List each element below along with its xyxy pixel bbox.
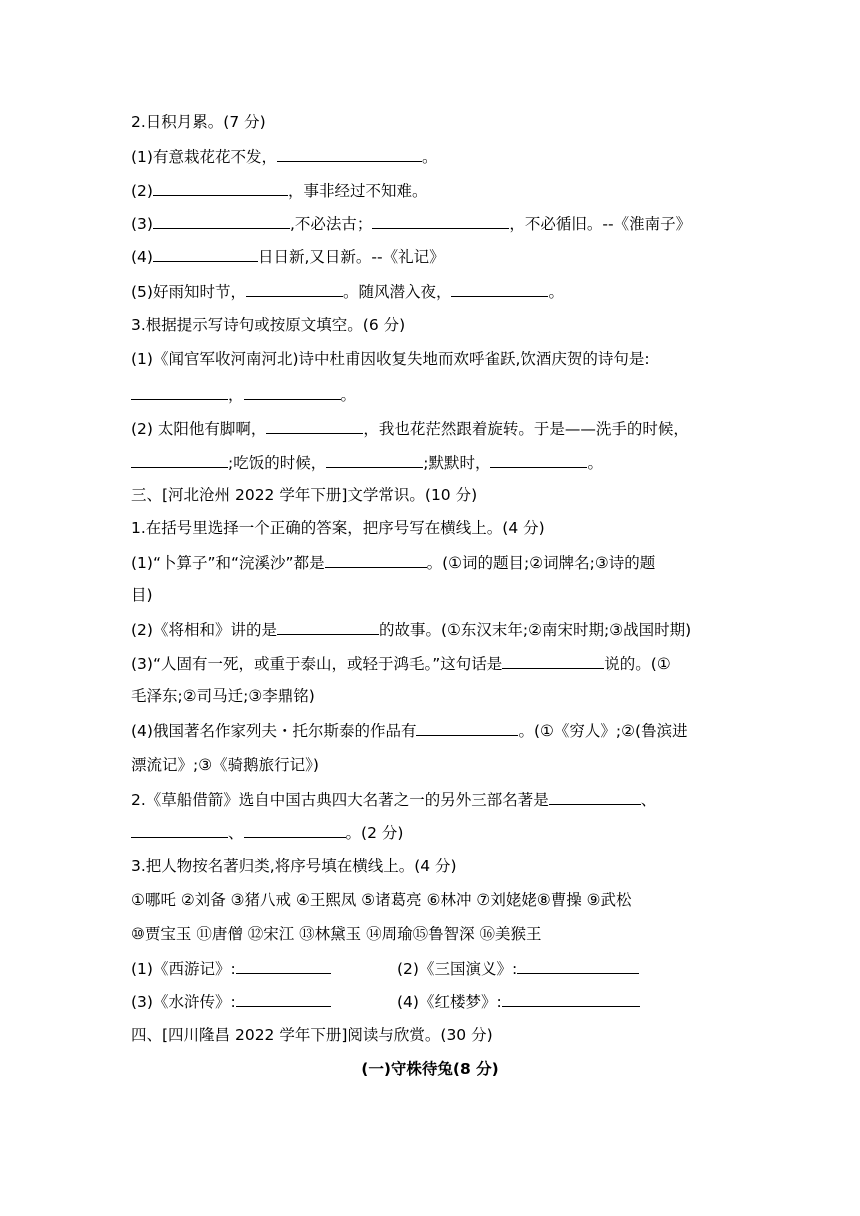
answer-blank[interactable]: [451, 281, 548, 297]
answer-blank[interactable]: [244, 822, 346, 838]
answer-blank[interactable]: [502, 991, 640, 1007]
item-2-2: (2) ，事非经过不知难。: [131, 182, 428, 200]
answer-blank[interactable]: [244, 384, 341, 400]
answer-blank[interactable]: [372, 213, 509, 229]
answer-blank[interactable]: [153, 246, 258, 262]
answer-blank[interactable]: [131, 384, 228, 400]
answer-blank[interactable]: [246, 281, 343, 297]
answer-blank[interactable]: [153, 180, 288, 196]
q2-line1: 2.《草船借箭》选自中国古典四大名著之一的另外三部名著是 、: [131, 791, 657, 809]
answer-blank[interactable]: [236, 991, 331, 1007]
item-2-1: (1)有意栽花花不发， 。: [131, 148, 438, 166]
item-2-4: (4) 日日新,又日新。--《礼记》: [131, 248, 445, 266]
section2-title: 2.日积月累。(7 分): [131, 113, 266, 131]
q3-sanguo: (2)《三国演义》:: [397, 958, 639, 979]
part4-title: 四、[四川隆昌 2022 学年下册]阅读与欣赏。(30 分): [131, 1026, 493, 1044]
q1-4-line2: 漂流记》;③《骑鹅旅行记》): [131, 756, 319, 774]
q3-xiyouji: (1)《西游记》:: [131, 958, 331, 979]
answer-blank[interactable]: [131, 452, 228, 468]
subsection-title: (一)守株待兔(8 分): [361, 1060, 499, 1078]
q3-honglou: (4)《红楼梦》:: [397, 991, 640, 1012]
answer-blank[interactable]: [277, 619, 379, 635]
q1-1-line2: 目): [131, 586, 153, 604]
q3-character-list-1: ①哪吒 ②刘备 ③猪八戒 ④王熙凤 ⑤诸葛亮 ⑥林冲 ⑦刘姥姥⑧曹操 ⑨武松: [131, 891, 632, 909]
q1-2: (2)《将相和》讲的是 的故事。(①东汉末年;②南宋时期;③战国时期): [131, 621, 692, 639]
answer-blank[interactable]: [236, 958, 331, 974]
answer-blank[interactable]: [416, 720, 518, 736]
answer-blank[interactable]: [153, 213, 290, 229]
answer-blank[interactable]: [517, 958, 639, 974]
answer-blank[interactable]: [490, 452, 587, 468]
q1-3-line1: (3)“人固有一死，或重于泰山，或轻于鸿毛。”这句话是 说的。(①: [131, 655, 671, 673]
item-2-3: (3) ,不必法古； ，不必循旧。--《淮南子》: [131, 215, 692, 233]
item-3-1-blanks: ， 。: [131, 384, 356, 405]
q1-title: 1.在括号里选择一个正确的答案，把序号写在横线上。(4 分): [131, 519, 545, 537]
section3-title: 3.根据提示写诗句或按原文填空。(6 分): [131, 316, 406, 334]
item-3-2-line2: ;吃饭的时候， ;默默时， 。: [131, 452, 603, 473]
answer-blank[interactable]: [549, 789, 641, 805]
q1-3-line2: 毛泽东;②司马迁;③李鼎铭): [131, 687, 315, 705]
q3-character-list-2: ⑩贾宝玉 ⑪唐僧 ⑫宋江 ⑬林黛玉 ⑭周瑜⑮鲁智深 ⑯美猴王: [131, 925, 542, 943]
q1-1-line1: (1)“卜算子”和“浣溪沙”都是 。(①词的题目;②词牌名;③诗的题: [131, 554, 656, 572]
item-3-2-line1: (2) 太阳他有脚啊， ，我也花茫然跟着旋转。于是——洗手的时候，: [131, 420, 689, 438]
item-2-5: (5)好雨知时节， 。随风潜入夜， 。: [131, 283, 564, 301]
answer-blank[interactable]: [277, 146, 422, 162]
q3-shuihu: (3)《水浒传》:: [131, 991, 331, 1012]
answer-blank[interactable]: [131, 822, 228, 838]
answer-blank[interactable]: [266, 418, 363, 434]
answer-blank[interactable]: [325, 552, 427, 568]
q2-line2: 、 。(2 分): [131, 822, 403, 843]
answer-blank[interactable]: [502, 653, 604, 669]
q1-4-line1: (4)俄国著名作家列夫・托尔斯泰的作品有 。(①《穷人》;②(鲁滨进: [131, 722, 688, 740]
answer-blank[interactable]: [326, 452, 423, 468]
item-3-1-text: (1)《闻官军收河南河北)诗中杜甫因收复失地而欢呼雀跃,饮酒庆贺的诗句是:: [131, 350, 650, 368]
part3-title: 三、[河北沧州 2022 学年下册]文学常识。(10 分): [131, 486, 478, 504]
q3-title: 3.把人物按名著归类,将序号填在横线上。(4 分): [131, 857, 457, 875]
